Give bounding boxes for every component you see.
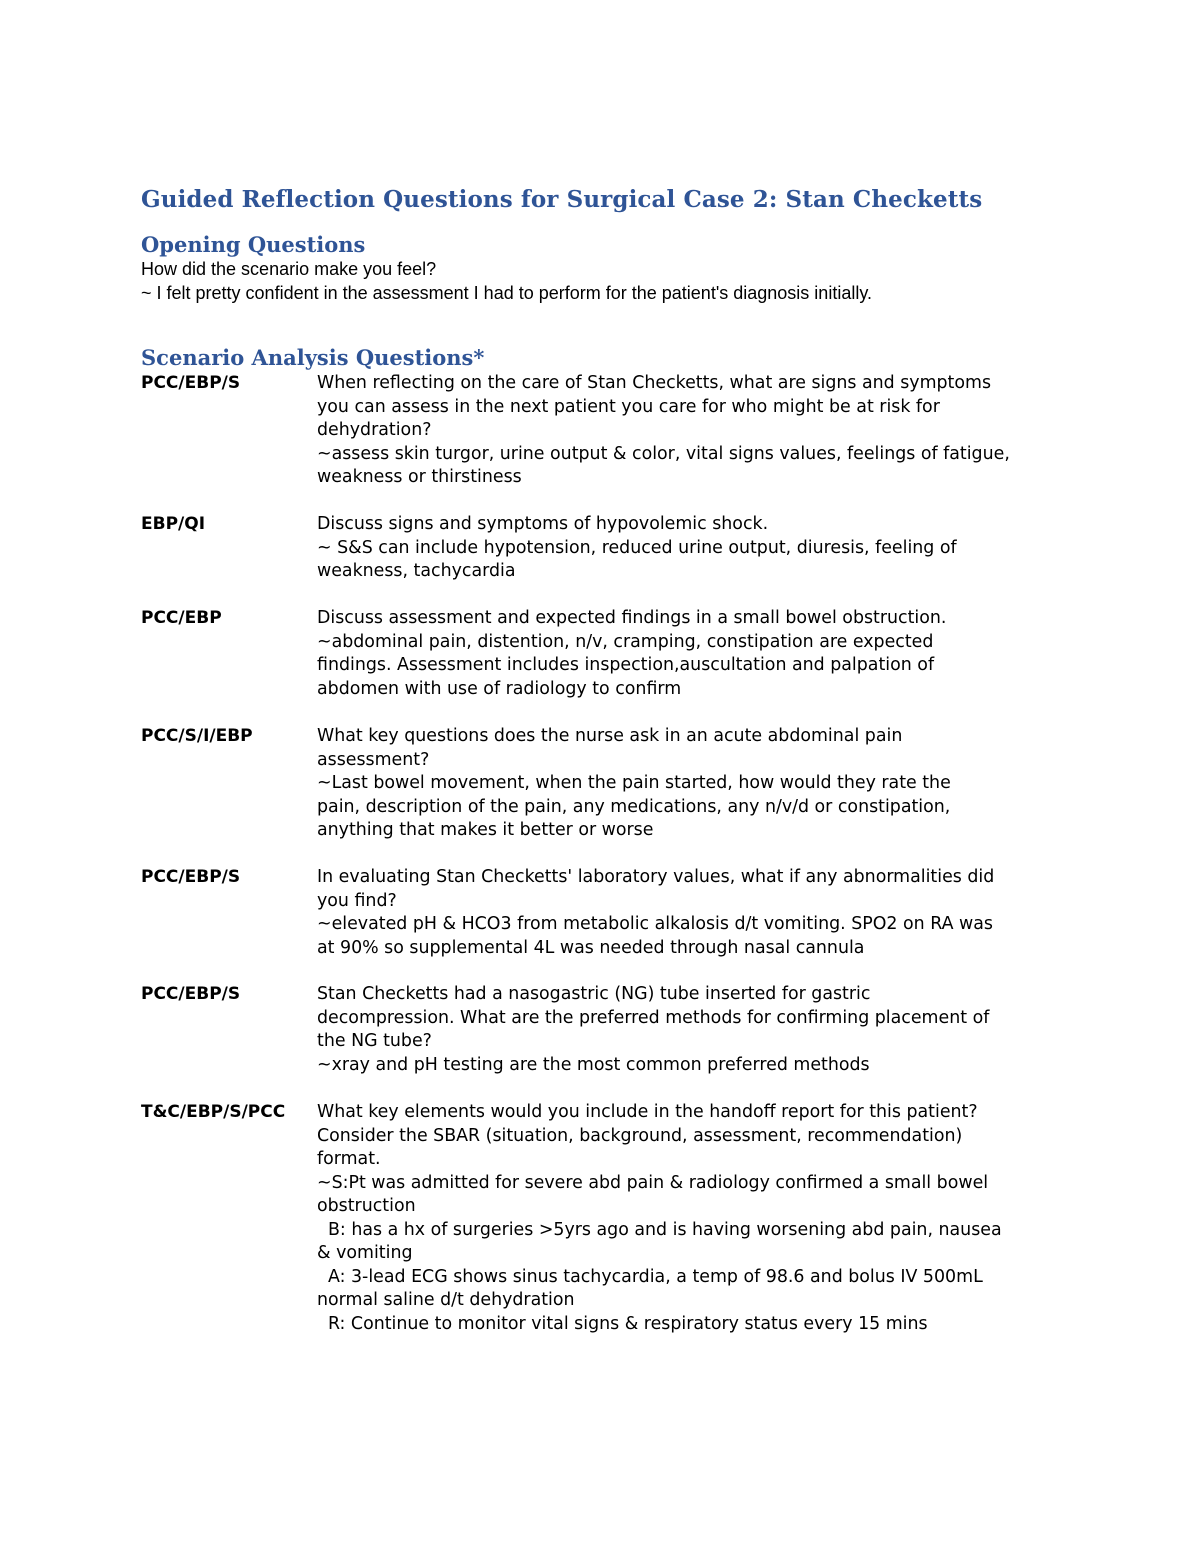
question-line: you find? <box>317 890 397 911</box>
question-tag: EBP/QI <box>141 514 206 534</box>
question-line: Discuss assessment and expected findings in a small bowel obstruction. <box>317 608 947 628</box>
opening-answer: ~ I felt pretty confident in the assessment I had to perform for the patient's diagnosis initially. <box>141 283 872 303</box>
answer-line: weakness or thirstiness <box>317 467 522 487</box>
question-tag: PCC/EBP/S <box>141 984 241 1004</box>
question-text <box>317 983 1067 1077</box>
question-tag: PCC/EBP <box>141 608 222 628</box>
question-tag: T&C/EBP/S/PCC <box>141 1102 286 1122</box>
question-line: decompression. What are the preferred methods for confirming placement of <box>317 1007 990 1028</box>
answer-line: ~assess skin turgor, urine output & color, vital signs values, feelings of fatigue, <box>317 443 1010 464</box>
question-text <box>317 725 1067 843</box>
question-line: dehydration? <box>317 420 432 440</box>
answer-line: abdomen with use of radiology to confirm <box>317 678 682 699</box>
question-text <box>317 607 1067 701</box>
answer-line: ~abdominal pain, distention, n/v, cramping, constipation are expected <box>317 631 934 652</box>
question-tag: PCC/S/I/EBP <box>141 726 253 746</box>
answer-line: ~elevated pH & HCO3 from metabolic alkalosis d/t vomiting. SPO2 on RA was <box>317 914 993 934</box>
question-line: the NG tube? <box>317 1031 432 1051</box>
question-line: Consider the SBAR (situation, background, assessment, recommendation) <box>317 1125 963 1146</box>
question-line: format. <box>317 1149 381 1169</box>
answer-line: ~xray and pH testing are the most common preferred methods <box>317 1054 870 1075</box>
question-line: assessment? <box>317 749 430 770</box>
sbar-background-line: & vomiting <box>317 1243 413 1263</box>
question-text <box>317 513 1067 584</box>
sbar-background-line: B: has a hx of surgeries >5yrs ago and is having worsening abd pain, nausea <box>328 1219 1002 1240</box>
sbar-recommendation-line: R: Continue to monitor vital signs & respiratory status every 15 mins <box>328 1313 928 1334</box>
document-title: Guided Reflection Questions for Surgical Case 2: Stan Checketts <box>141 186 983 213</box>
answer-line: findings. Assessment includes inspection,auscultation and palpation of <box>317 655 935 675</box>
question-line: Stan Checketts had a nasogastric (NG) tube inserted for gastric <box>317 984 871 1004</box>
answer-line: anything that makes it better or worse <box>317 820 654 840</box>
opening-questions-heading: Opening Questions <box>141 232 366 257</box>
sbar-assessment-line: normal saline d/t dehydration <box>317 1290 575 1310</box>
sbar-situation-line: obstruction <box>317 1196 416 1216</box>
question-line: When reflecting on the care of Stan Checketts, what are signs and symptoms <box>317 373 992 393</box>
question-line: What key questions does the nurse ask in an acute abdominal pain <box>317 726 903 746</box>
question-text <box>317 372 1067 490</box>
question-line: you can assess in the next patient you care for who might be at risk for <box>317 396 940 417</box>
sbar-assessment-line: A: 3-lead ECG shows sinus tachycardia, a temp of 98.6 and bolus IV 500mL <box>328 1266 983 1287</box>
scenario-analysis-heading: Scenario Analysis Questions* <box>141 345 485 370</box>
answer-line: ~ S&S can include hypotension, reduced urine output, diuresis, feeling of <box>317 537 957 558</box>
question-tag: PCC/EBP/S <box>141 373 241 393</box>
answer-line: ~Last bowel movement, when the pain started, how would they rate the <box>317 773 951 793</box>
sbar-situation-line: ~S:Pt was admitted for severe abd pain & radiology confirmed a small bowel <box>317 1172 989 1193</box>
question-line: What key elements would you include in the handoff report for this patient? <box>317 1102 978 1122</box>
answer-line: at 90% so supplemental 4L was needed through nasal cannula <box>317 937 865 958</box>
question-line: Discuss signs and symptoms of hypovolemic shock. <box>317 514 769 534</box>
opening-question: How did the scenario make you feel? <box>141 259 437 279</box>
question-line: In evaluating Stan Checketts' laboratory values, what if any abnormalities did <box>317 867 995 887</box>
question-text <box>317 1101 1067 1336</box>
answer-line: weakness, tachycardia <box>317 561 516 581</box>
question-tag: PCC/EBP/S <box>141 867 241 887</box>
answer-line: pain, description of the pain, any medications, any n/v/d or constipation, <box>317 796 951 817</box>
question-text <box>317 866 1067 960</box>
